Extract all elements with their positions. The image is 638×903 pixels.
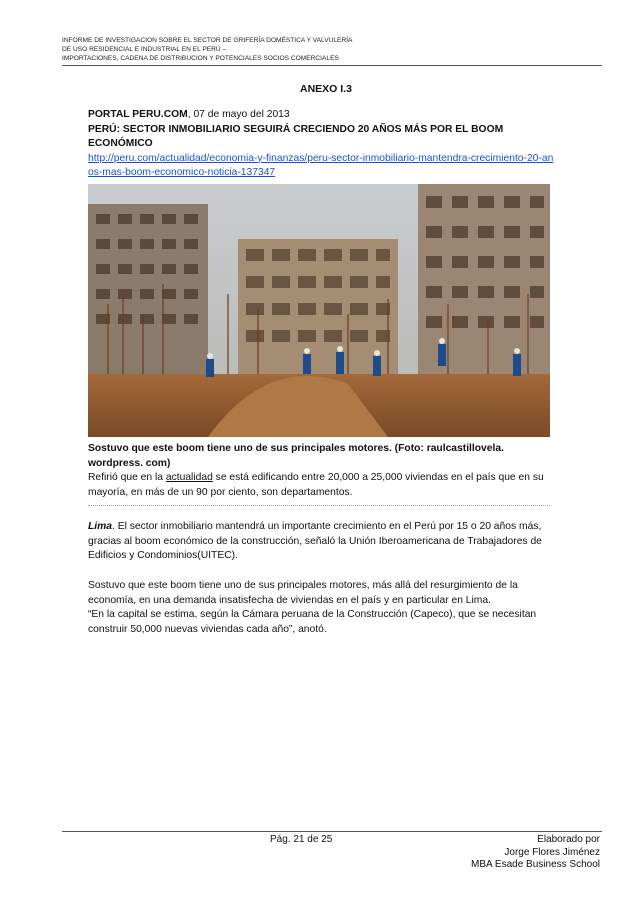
section-divider xyxy=(88,505,550,506)
header-line-2: DE USO RESIDENCIAL E INDUSTRIAL EN EL PERÚ – xyxy=(62,46,227,53)
annex-title: ANEXO I.3 xyxy=(300,83,352,95)
caption-text-end: se está edificando entre 20,000 a 25,000 viviendas en el país que en su mayoría, en más de un 90 por ciento, son departamentos. xyxy=(88,472,544,498)
footer-divider xyxy=(62,831,602,832)
header-line-1: INFORME DE INVESTIGACION SOBRE EL SECTOR DE GRIFERÍA DOMÉSTICA Y VALVULERÍA xyxy=(62,37,353,44)
source-line xyxy=(88,108,558,123)
header-line-3: IMPORTACIONES, CADENA DE DISTRIBUCION Y POTENCIALES SOCIOS COMERCIALES xyxy=(62,55,339,62)
school-name: MBA Esade Business School xyxy=(471,859,600,870)
article-headline: PERÚ: SECTOR INMOBILIARIO SEGUIRÁ CRECIENDO 20 AÑOS MÁS POR EL BOOM ECONÓMICO xyxy=(88,123,504,150)
lima-dateline: Lima xyxy=(88,521,113,532)
portal-name: PORTAL PERU.COM xyxy=(88,109,188,120)
paragraph-1-text: . El sector inmobiliario mantendrá un importante crecimiento en el Perú por 15 o 20 años más, gracias al boom económico de la construcción, señaló la Unión Iberoamericana de Trabajadores de Edificios y Condominios(UITEC). xyxy=(88,521,542,562)
article-paragraph-2: Sostuvo que este boom tiene uno de sus principales motores, más allá del resurgimiento de la economía, en una demanda insatisfecha de viviendas en el país y en particular en Lima. xyxy=(88,580,518,606)
caption-text-start: Refirió que en la xyxy=(88,472,166,484)
credit-label: Elaborado por xyxy=(537,834,600,845)
caption-text xyxy=(88,471,558,500)
article-paragraph-1 xyxy=(88,520,558,564)
article-paragraphs-2-3 xyxy=(88,579,558,637)
article-paragraph-3: “En la capital se estima, según la Cámara peruana de la Construcción (Capeco), que se necesitan construir 50,000 nuevas viviendas cada año”, anotó. xyxy=(88,609,537,635)
page-number: Pág. 21 de 25 xyxy=(270,834,333,845)
header-divider xyxy=(62,65,602,66)
author-name: Jorge Flores Jiménez xyxy=(504,846,600,858)
author-credit xyxy=(471,834,600,872)
construction-photo xyxy=(88,184,550,437)
source-block xyxy=(88,108,558,181)
document-header xyxy=(62,36,602,63)
publication-date: , 07 de mayo del 2013 xyxy=(187,109,290,120)
actualidad-link[interactable]: actualidad xyxy=(165,472,213,484)
photo-caption: Sostuvo que este boom tiene uno de sus principales motores. (Foto: raulcastillovela. wordpress. com) xyxy=(88,443,504,469)
photo-caption-block xyxy=(88,442,558,500)
article-url-link[interactable]: http://peru.com/actualidad/economia-y-finanzas/peru-sector-inmobiliario-mantendra-crecimiento-20-anos-mas-boom-economico-noticia-137347 xyxy=(88,152,554,179)
